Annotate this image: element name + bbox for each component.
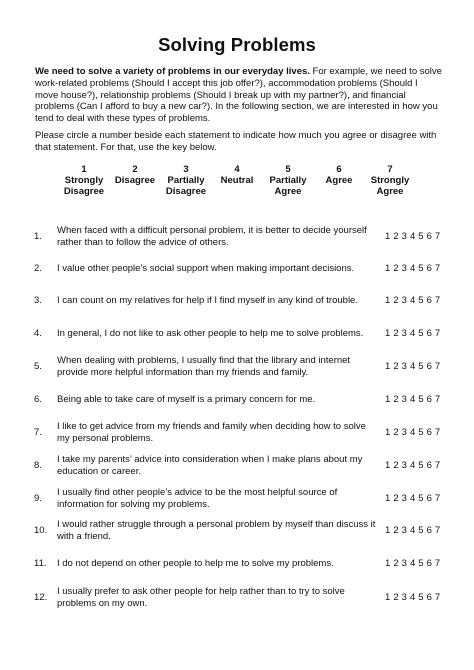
- rating-scale[interactable]: 1 2 3 4 5 6 7: [385, 427, 441, 438]
- rating-scale[interactable]: 1 2 3 4 5 6 7: [385, 525, 441, 536]
- key-label-line1: Partially: [167, 175, 205, 187]
- rating-scale[interactable]: 1 2 3 4 5 6 7: [385, 394, 441, 405]
- rating-scale[interactable]: 1 2 3 4 5 6 7: [385, 460, 441, 471]
- item-text: I can count on my relatives for help if I find myself in any kind of trouble.: [57, 295, 358, 306]
- item-text: I would rather struggle through a personal problem by myself than discuss it with a friend.: [57, 519, 376, 542]
- page-title: Solving Problems: [158, 34, 316, 55]
- rating-scale[interactable]: 1 2 3 4 5 6 7: [385, 493, 441, 504]
- item-number: 4.: [34, 328, 42, 339]
- key-number: 6: [336, 164, 342, 175]
- item-text: I usually prefer to ask other people for help rather than to try to solve problems on my own.: [57, 586, 345, 609]
- item-number: 1.: [34, 231, 42, 242]
- item-text: When dealing with problems, I usually find that the library and internet provide more helpful information than my friends and family.: [57, 355, 351, 378]
- instructions-paragraph: Please circle a number beside each statement to indicate how much you agree or disagree with that statement. For that, use the key below.: [35, 130, 437, 153]
- key-number: 2: [132, 164, 138, 175]
- key-label-line2: Disagree: [165, 186, 207, 198]
- item-number: 7.: [34, 427, 42, 438]
- item-number: 2.: [34, 263, 42, 274]
- item-number: 6.: [34, 394, 42, 405]
- rating-scale[interactable]: 1 2 3 4 5 6 7: [385, 328, 441, 339]
- key-label-line1: Neutral: [220, 175, 254, 187]
- rating-scale[interactable]: 1 2 3 4 5 6 7: [385, 592, 441, 603]
- item-number: 9.: [34, 493, 42, 504]
- item-text: I like to get advice from my friends and family when deciding how to solve my personal problems.: [57, 421, 366, 444]
- item-text: I take my parents’ advice into consideration when I make plans about my education or career.: [57, 454, 363, 477]
- key-number: 7: [387, 164, 393, 175]
- key-label-line2: Agree: [274, 186, 302, 198]
- rating-scale[interactable]: 1 2 3 4 5 6 7: [385, 558, 441, 569]
- item-number: 8.: [34, 460, 42, 471]
- key-label-line1: Partially: [269, 175, 307, 187]
- key-number: 1: [81, 164, 87, 175]
- item-text: I value other people’s social support when making important decisions.: [57, 263, 355, 274]
- intro-text: For example, we need to solve work-related problems (Should I accept this job offer?), accommodation problems (Should I move house?), relationship problems (Should I break up with my partner?), and financial problems (Can I afford to buy a new car?). In the following section, we are interested in how you tend to deal with these types of problems.: [35, 66, 442, 125]
- item-text: Being able to take care of myself is a primary concern for me.: [57, 394, 316, 405]
- item-text: In general, I do not like to ask other people to help me to solve problems.: [57, 328, 364, 339]
- rating-scale[interactable]: 1 2 3 4 5 6 7: [385, 231, 441, 242]
- key-label-line1: Disagree: [114, 175, 156, 187]
- item-text: I do not depend on other people to help me to solve my problems.: [57, 558, 334, 569]
- rating-scale[interactable]: 1 2 3 4 5 6 7: [385, 361, 441, 372]
- key-number: 4: [234, 164, 240, 175]
- item-text: I usually find other people’s advice to be the most helpful source of information for solving my problems.: [57, 487, 338, 510]
- item-number: 12.: [34, 592, 48, 603]
- key-label-line1: Agree: [325, 175, 353, 187]
- item-text: When faced with a difficult personal problem, it is better to decide yourself rather than to follow the advice of others.: [57, 225, 367, 248]
- rating-scale[interactable]: 1 2 3 4 5 6 7: [385, 295, 441, 306]
- rating-scale[interactable]: 1 2 3 4 5 6 7: [385, 263, 441, 274]
- key-number: 5: [285, 164, 291, 175]
- key-label-line2: Disagree: [63, 186, 105, 198]
- item-number: 3.: [34, 295, 42, 306]
- item-number: 10.: [34, 525, 48, 536]
- item-number: 11.: [34, 558, 47, 569]
- intro-bold-text: We need to solve a variety of problems in our everyday lives.: [35, 66, 310, 77]
- key-number: 3: [183, 164, 189, 175]
- key-label-line2: Agree: [376, 186, 404, 198]
- key-label-line1: Strongly: [64, 175, 104, 187]
- key-label-line1: Strongly: [370, 175, 410, 187]
- item-number: 5.: [34, 361, 42, 372]
